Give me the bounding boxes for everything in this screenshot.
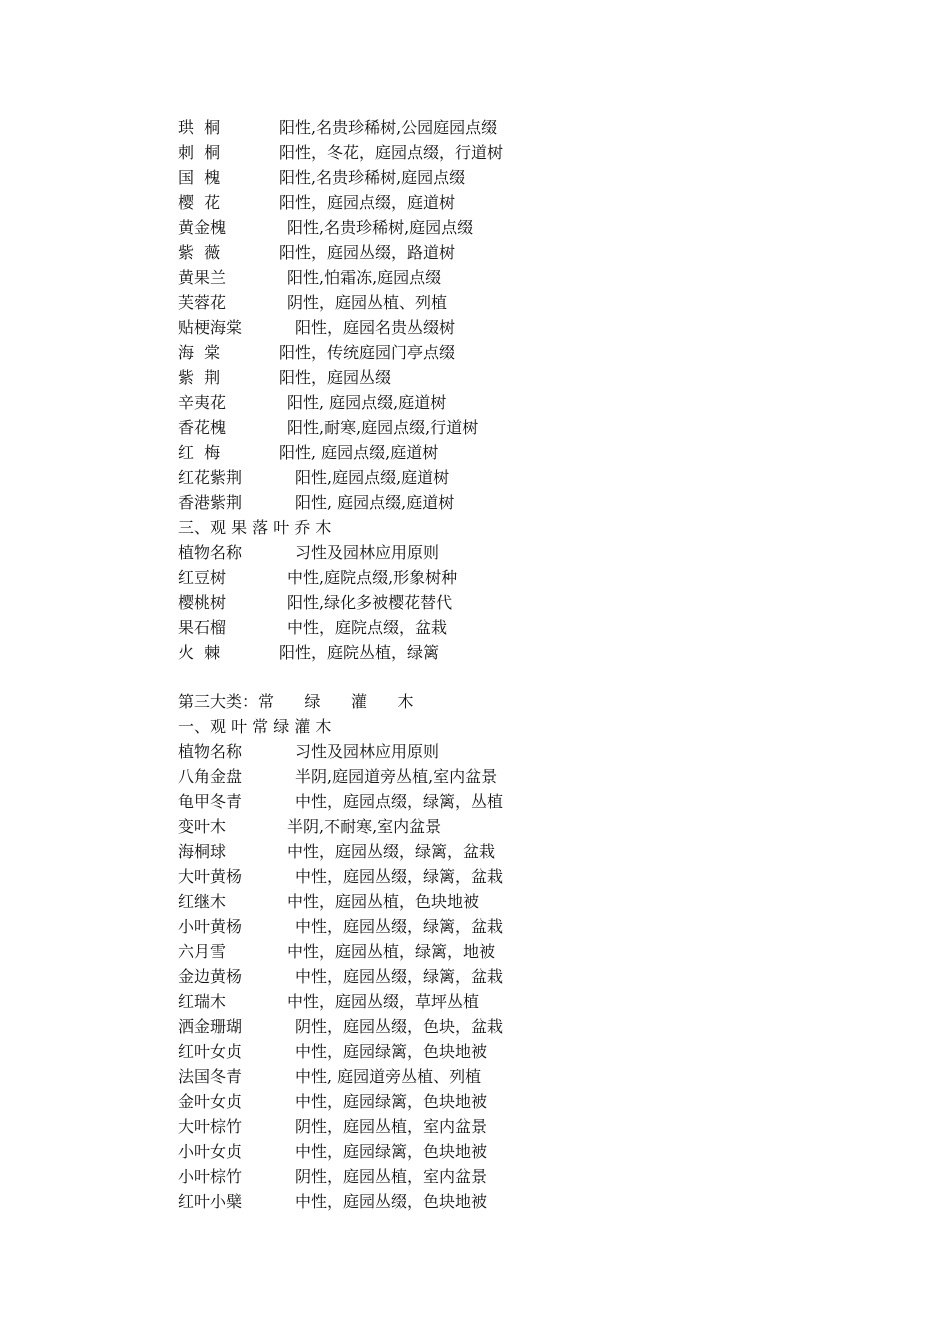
plant-name: 火 棘 [178, 643, 221, 662]
plant-name: 辛夷花 [178, 393, 227, 412]
list-item [178, 465, 450, 490]
plant-name: 黄金槐 [178, 218, 227, 237]
column-header-desc: 习性及园林应用原则 [295, 742, 440, 761]
plant-name: 香港紫荆 [178, 493, 243, 512]
plant-name: 红花紫荆 [178, 468, 243, 487]
plant-description: 阴性，庭园丛植，室内盆景 [295, 1167, 488, 1186]
list-item [178, 140, 504, 165]
plant-name: 大叶棕竹 [178, 1117, 243, 1136]
plant-name: 珙 桐 [178, 118, 221, 137]
plant-name: 红瑞木 [178, 992, 227, 1011]
plant-description: 阳性，庭院丛植，绿篱 [279, 643, 440, 662]
plant-description: 阳性，庭园名贵丛缀树 [295, 318, 456, 337]
plant-name: 小叶女贞 [178, 1142, 243, 1161]
list-item [178, 1014, 504, 1039]
list-item [178, 265, 442, 290]
list-item [178, 415, 479, 440]
plant-name: 红 梅 [178, 443, 221, 462]
plant-description: 阳性,名贵珍稀树,庭园点缀 [287, 218, 474, 237]
plant-name: 香花槐 [178, 418, 227, 437]
plant-description: 阳性,名贵珍稀树,公园庭园点缀 [279, 118, 498, 137]
plant-description: 阳性, 庭园点缀,庭道树 [279, 443, 439, 462]
plant-description: 中性，庭园丛缀，色块地被 [295, 1192, 488, 1211]
plant-description: 阳性,绿化多被樱花替代 [287, 593, 453, 612]
plant-description: 中性，庭园丛植，色块地被 [287, 892, 480, 911]
plant-name: 八角金盘 [178, 767, 243, 786]
list-item [178, 1114, 488, 1139]
plant-name: 大叶黄杨 [178, 867, 243, 886]
list-item [178, 565, 458, 590]
plant-description: 阳性, 庭园点缀,庭道树 [287, 393, 447, 412]
list-item [178, 615, 448, 640]
plant-name: 法国冬青 [178, 1067, 243, 1086]
plant-description: 阳性,耐寒,庭园点缀,行道树 [287, 418, 479, 437]
list-item [178, 365, 392, 390]
column-header-desc: 习性及园林应用原则 [295, 543, 440, 562]
list-item [178, 340, 456, 365]
list-item [178, 889, 480, 914]
plant-name: 果石榴 [178, 618, 227, 637]
list-item [178, 390, 447, 415]
plant-name: 樱 花 [178, 193, 221, 212]
plant-name: 红继木 [178, 892, 227, 911]
list-item [178, 590, 453, 615]
list-item [178, 1189, 488, 1214]
column-header-row [178, 540, 440, 565]
plant-name: 六月雪 [178, 942, 227, 961]
plant-name: 红叶女贞 [178, 1042, 243, 1061]
list-item [178, 290, 448, 315]
list-item [178, 1039, 488, 1064]
plant-description: 中性，庭园绿篱，色块地被 [295, 1042, 488, 1061]
column-header-name: 植物名称 [178, 543, 243, 562]
plant-description: 阳性, 庭园点缀,庭道树 [295, 493, 455, 512]
plant-description: 中性，庭园绿篱，色块地被 [295, 1092, 488, 1111]
plant-description: 中性，庭园丛缀，草坪丛植 [287, 992, 480, 1011]
plant-description: 半阴,庭园道旁丛植,室内盆景 [295, 767, 498, 786]
list-item [178, 1064, 482, 1089]
plant-description: 中性,庭院点缀,形象树种 [287, 568, 458, 587]
plant-description: 中性，庭园绿篱，色块地被 [295, 1142, 488, 1161]
plant-description: 中性，庭园丛植，绿篱，地被 [287, 942, 496, 961]
plant-description: 阴性，庭园丛缀，色块，盆栽 [295, 1017, 504, 1036]
list-item [178, 490, 455, 515]
plant-description: 中性，庭院点缀，盆栽 [287, 618, 448, 637]
plant-description: 阳性，冬花，庭园点缀，行道树 [279, 143, 504, 162]
plant-name: 变叶木 [178, 817, 227, 836]
list-item [178, 939, 496, 964]
plant-description: 阳性,名贵珍稀树,庭园点缀 [279, 168, 466, 187]
plant-description: 阳性，传统庭园门亭点缀 [279, 343, 456, 362]
plant-name: 芙蓉花 [178, 293, 227, 312]
list-item [178, 640, 440, 665]
plant-description: 中性，庭园丛缀，绿篱，盆栽 [287, 842, 496, 861]
list-item [178, 440, 439, 465]
plant-name: 黄果兰 [178, 268, 227, 287]
plant-name: 洒金珊瑚 [178, 1017, 243, 1036]
plant-description: 阴性，庭园丛植、列植 [287, 293, 448, 312]
plant-name: 红叶小檗 [178, 1192, 243, 1211]
plant-name: 海桐球 [178, 842, 227, 861]
column-header-name: 植物名称 [178, 742, 243, 761]
plant-description: 中性, 庭园道旁丛植、列植 [295, 1067, 482, 1086]
plant-name: 小叶棕竹 [178, 1167, 243, 1186]
plant-description: 阴性，庭园丛植，室内盆景 [295, 1117, 488, 1136]
list-item [178, 215, 474, 240]
plant-description: 阳性,怕霜冻,庭园点缀 [287, 268, 442, 287]
section-heading: 三、观 果 落 叶 乔 木 [178, 518, 332, 537]
category-heading: 第三大类：常 绿 灌 木 [178, 692, 414, 711]
column-header-row [178, 739, 440, 764]
section-heading: 一、观 叶 常 绿 灌 木 [178, 717, 332, 736]
list-item [178, 814, 442, 839]
list-item [178, 989, 480, 1014]
plant-name: 金边黄杨 [178, 967, 243, 986]
plant-name: 龟甲冬青 [178, 792, 243, 811]
plant-description: 中性，庭园丛缀，绿篱，盆栽 [295, 867, 504, 886]
plant-description: 阳性,庭园点缀,庭道树 [295, 468, 450, 487]
list-item [178, 1139, 488, 1164]
plant-description: 阳性，庭园丛缀 [279, 368, 392, 387]
plant-description: 阳性，庭园点缀，庭道树 [279, 193, 456, 212]
plant-description: 半阴,不耐寒,室内盆景 [287, 817, 442, 836]
plant-name: 紫 荆 [178, 368, 221, 387]
list-item [178, 115, 498, 140]
plant-description: 阳性，庭园丛缀，路道树 [279, 243, 456, 262]
plant-name: 国 槐 [178, 168, 221, 187]
plant-description: 中性，庭园丛缀，绿篱，盆栽 [295, 917, 504, 936]
list-item [178, 789, 504, 814]
plant-name: 樱桃树 [178, 593, 227, 612]
plant-name: 贴梗海棠 [178, 318, 243, 337]
plant-name: 红豆树 [178, 568, 227, 587]
list-item [178, 914, 504, 939]
plant-name: 紫 薇 [178, 243, 221, 262]
plant-name: 小叶黄杨 [178, 917, 243, 936]
list-item [178, 1164, 488, 1189]
list-item [178, 839, 496, 864]
plant-description: 中性，庭园点缀，绿篱，丛植 [295, 792, 504, 811]
list-item [178, 315, 456, 340]
plant-description: 中性，庭园丛缀，绿篱，盆栽 [295, 967, 504, 986]
list-item [178, 165, 466, 190]
list-item [178, 1089, 488, 1114]
plant-name: 海 棠 [178, 343, 221, 362]
plant-name: 金叶女贞 [178, 1092, 243, 1111]
list-item [178, 240, 456, 265]
list-item [178, 764, 498, 789]
list-item [178, 190, 456, 215]
plant-name: 刺 桐 [178, 143, 221, 162]
list-item [178, 864, 504, 889]
list-item [178, 964, 504, 989]
